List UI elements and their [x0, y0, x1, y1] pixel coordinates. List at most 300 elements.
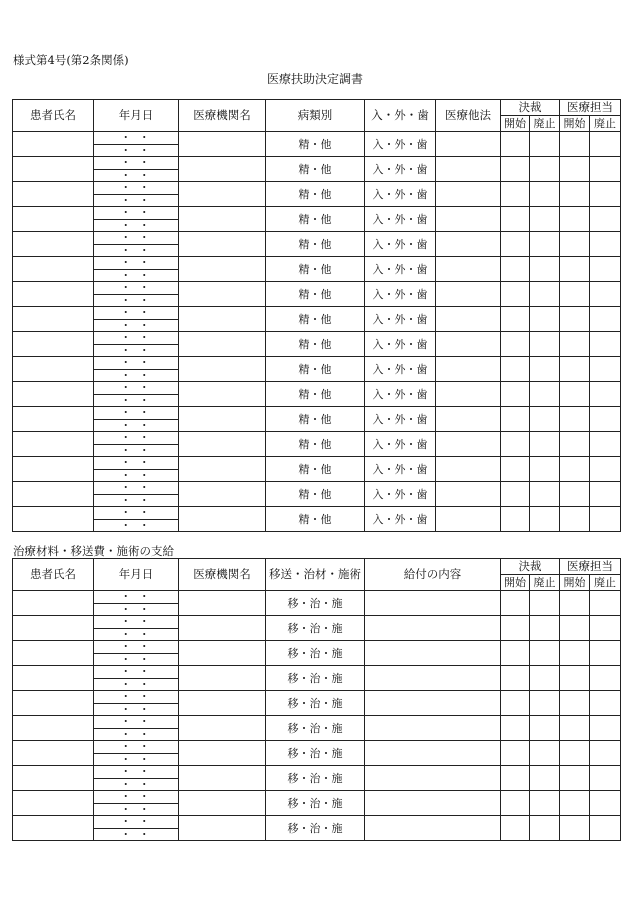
medical-start-cell[interactable]: [560, 157, 590, 182]
institution-cell[interactable]: [179, 691, 266, 716]
institution-cell[interactable]: [179, 591, 266, 616]
medical-stop-cell[interactable]: [590, 157, 621, 182]
date-cell-lower[interactable]: ・ ・: [94, 803, 179, 816]
medical-start-cell[interactable]: [560, 332, 590, 357]
inpatient-type-cell[interactable]: 入・外・歯: [365, 282, 436, 307]
decision-start-cell[interactable]: [501, 282, 530, 307]
institution-cell[interactable]: [179, 357, 266, 382]
medical-start-cell[interactable]: [560, 382, 590, 407]
table-row: [13, 132, 621, 145]
other-law-cell[interactable]: [436, 182, 501, 207]
date-cell-upper[interactable]: ・ ・: [94, 207, 179, 220]
date-cell-lower[interactable]: ・ ・: [94, 678, 179, 691]
medical-start-cell[interactable]: [560, 132, 590, 157]
disease-type-cell[interactable]: 精・他: [266, 507, 365, 532]
date-cell-upper[interactable]: ・ ・: [94, 432, 179, 445]
benefit-content-cell[interactable]: [365, 616, 501, 641]
inpatient-type-cell[interactable]: 入・外・歯: [365, 507, 436, 532]
medical-stop-cell[interactable]: [590, 591, 621, 616]
inpatient-type-cell[interactable]: 入・外・歯: [365, 432, 436, 457]
institution-cell[interactable]: [179, 232, 266, 257]
medical-stop-cell[interactable]: [590, 716, 621, 741]
benefit-content-cell[interactable]: [365, 591, 501, 616]
inpatient-type-cell[interactable]: 入・外・歯: [365, 482, 436, 507]
decision-start-cell[interactable]: [501, 407, 530, 432]
patient-name-cell[interactable]: [13, 616, 94, 641]
medical-start-cell[interactable]: [560, 432, 590, 457]
inpatient-type-cell[interactable]: 入・外・歯: [365, 157, 436, 182]
date-cell-lower[interactable]: ・ ・: [94, 628, 179, 641]
table-row: [13, 716, 621, 729]
institution-cell[interactable]: [179, 616, 266, 641]
decision-stop-cell[interactable]: [530, 332, 560, 357]
decision-stop-cell[interactable]: [530, 666, 560, 691]
institution-cell[interactable]: [179, 132, 266, 157]
decision-start-cell[interactable]: [501, 332, 530, 357]
medical-stop-cell[interactable]: [590, 207, 621, 232]
patient-name-cell[interactable]: [13, 641, 94, 666]
decision-stop-cell[interactable]: [530, 691, 560, 716]
date-cell-lower[interactable]: ・ ・: [94, 269, 179, 282]
institution-cell[interactable]: [179, 157, 266, 182]
decision-start-cell[interactable]: [501, 766, 530, 791]
institution-cell[interactable]: [179, 382, 266, 407]
institution-cell[interactable]: [179, 457, 266, 482]
medical-start-cell[interactable]: [560, 357, 590, 382]
institution-cell[interactable]: [179, 207, 266, 232]
disease-type-cell[interactable]: 精・他: [266, 307, 365, 332]
medical-start-cell[interactable]: [560, 182, 590, 207]
header-date: 年月日: [94, 100, 179, 132]
medical-stop-cell[interactable]: [590, 132, 621, 157]
medical-start-cell[interactable]: [560, 482, 590, 507]
decision-stop-cell[interactable]: [530, 382, 560, 407]
other-law-cell[interactable]: [436, 232, 501, 257]
disease-type-cell[interactable]: 精・他: [266, 257, 365, 282]
patient-name-cell[interactable]: [13, 257, 94, 282]
other-law-cell[interactable]: [436, 132, 501, 157]
table-row: [13, 766, 621, 779]
decision-start-cell[interactable]: [501, 616, 530, 641]
date-cell-upper[interactable]: ・ ・: [94, 407, 179, 420]
decision-stop-cell[interactable]: [530, 457, 560, 482]
inpatient-type-cell[interactable]: 入・外・歯: [365, 407, 436, 432]
date-cell-lower[interactable]: ・ ・: [94, 169, 179, 182]
header-decision: 決裁: [501, 100, 560, 116]
patient-name-cell[interactable]: [13, 766, 94, 791]
patient-name-cell[interactable]: [13, 357, 94, 382]
date-cell-lower[interactable]: ・ ・: [94, 519, 179, 532]
date-cell-upper[interactable]: ・ ・: [94, 282, 179, 295]
category-cell[interactable]: 移・治・施: [266, 816, 365, 841]
other-law-cell[interactable]: [436, 482, 501, 507]
institution-cell[interactable]: [179, 182, 266, 207]
medical-start-cell[interactable]: [560, 591, 590, 616]
decision-start-cell[interactable]: [501, 457, 530, 482]
document-title: 医療扶助決定調書: [266, 72, 363, 86]
patient-name-cell[interactable]: [13, 691, 94, 716]
other-law-cell[interactable]: [436, 282, 501, 307]
date-cell-lower[interactable]: ・ ・: [94, 778, 179, 791]
medical-stop-cell[interactable]: [590, 457, 621, 482]
date-cell-upper[interactable]: ・ ・: [94, 791, 179, 804]
inpatient-type-cell[interactable]: 入・外・歯: [365, 207, 436, 232]
decision-start-cell[interactable]: [501, 666, 530, 691]
decision-stop-cell[interactable]: [530, 232, 560, 257]
disease-type-cell[interactable]: 精・他: [266, 182, 365, 207]
disease-type-cell[interactable]: 精・他: [266, 357, 365, 382]
decision-start-cell[interactable]: [501, 591, 530, 616]
date-cell-lower[interactable]: ・ ・: [94, 469, 179, 482]
date-cell-upper[interactable]: ・ ・: [94, 666, 179, 679]
medical-stop-cell[interactable]: [590, 332, 621, 357]
decision-start-cell[interactable]: [501, 482, 530, 507]
patient-name-cell[interactable]: [13, 482, 94, 507]
table-row: [13, 282, 621, 295]
decision-stop-cell[interactable]: [530, 282, 560, 307]
date-cell-lower[interactable]: ・ ・: [94, 728, 179, 741]
medical-start-cell[interactable]: [560, 766, 590, 791]
date-cell-lower[interactable]: ・ ・: [94, 703, 179, 716]
medical-start-cell[interactable]: [560, 232, 590, 257]
table-row: [13, 591, 621, 604]
medical-stop-cell[interactable]: [590, 766, 621, 791]
date-cell-upper[interactable]: ・ ・: [94, 332, 179, 345]
benefit-content-cell[interactable]: [365, 741, 501, 766]
medical-stop-cell[interactable]: [590, 357, 621, 382]
other-law-cell[interactable]: [436, 507, 501, 532]
medical-stop-cell[interactable]: [590, 816, 621, 841]
disease-type-cell[interactable]: 精・他: [266, 207, 365, 232]
date-cell-upper[interactable]: ・ ・: [94, 182, 179, 195]
date-cell-lower[interactable]: ・ ・: [94, 753, 179, 766]
date-cell-upper[interactable]: ・ ・: [94, 816, 179, 829]
medical-start-cell[interactable]: [560, 641, 590, 666]
medical-stop-cell[interactable]: [590, 182, 621, 207]
patient-name-cell[interactable]: [13, 816, 94, 841]
institution-cell[interactable]: [179, 791, 266, 816]
date-cell-lower[interactable]: ・ ・: [94, 194, 179, 207]
institution-cell[interactable]: [179, 307, 266, 332]
decision-start-cell[interactable]: [501, 716, 530, 741]
date-cell-lower[interactable]: ・ ・: [94, 494, 179, 507]
medical-start-cell[interactable]: [560, 282, 590, 307]
benefit-content-cell[interactable]: [365, 666, 501, 691]
table-row: [13, 482, 621, 495]
decision-start-cell[interactable]: [501, 382, 530, 407]
decision-start-cell[interactable]: [501, 507, 530, 532]
decision-stop-cell[interactable]: [530, 132, 560, 157]
medical-stop-cell[interactable]: [590, 307, 621, 332]
decision-stop-cell[interactable]: [530, 182, 560, 207]
institution-cell[interactable]: [179, 766, 266, 791]
date-cell-upper[interactable]: ・ ・: [94, 132, 179, 145]
decision-stop-cell[interactable]: [530, 432, 560, 457]
inpatient-type-cell[interactable]: 入・外・歯: [365, 257, 436, 282]
medical-start-cell[interactable]: [560, 741, 590, 766]
date-cell-upper[interactable]: ・ ・: [94, 382, 179, 395]
institution-cell[interactable]: [179, 332, 266, 357]
decision-stop-cell[interactable]: [530, 766, 560, 791]
decision-start-cell[interactable]: [501, 157, 530, 182]
other-law-cell[interactable]: [436, 407, 501, 432]
medical-stop-cell[interactable]: [590, 282, 621, 307]
other-law-cell[interactable]: [436, 382, 501, 407]
medical-stop-cell[interactable]: [590, 407, 621, 432]
date-cell-lower[interactable]: ・ ・: [94, 444, 179, 457]
disease-type-cell[interactable]: 精・他: [266, 407, 365, 432]
category-cell[interactable]: 移・治・施: [266, 766, 365, 791]
benefit-content-cell[interactable]: [365, 691, 501, 716]
patient-name-cell[interactable]: [13, 507, 94, 532]
decision-start-cell[interactable]: [501, 232, 530, 257]
decision-start-cell[interactable]: [501, 691, 530, 716]
decision-start-cell[interactable]: [501, 641, 530, 666]
disease-type-cell[interactable]: 精・他: [266, 432, 365, 457]
date-cell-lower[interactable]: ・ ・: [94, 828, 179, 841]
table-row: [13, 182, 621, 195]
decision-stop-cell[interactable]: [530, 791, 560, 816]
decision-stop-cell[interactable]: [530, 357, 560, 382]
medical-start-cell[interactable]: [560, 616, 590, 641]
patient-name-cell[interactable]: [13, 307, 94, 332]
medical-stop-cell[interactable]: [590, 691, 621, 716]
decision-stop-cell[interactable]: [530, 816, 560, 841]
decision-start-cell[interactable]: [501, 816, 530, 841]
inpatient-type-cell[interactable]: 入・外・歯: [365, 232, 436, 257]
medical-stop-cell[interactable]: [590, 791, 621, 816]
decision-start-cell[interactable]: [501, 741, 530, 766]
medical-stop-cell[interactable]: [590, 741, 621, 766]
date-cell-upper[interactable]: ・ ・: [94, 507, 179, 520]
category-cell[interactable]: 移・治・施: [266, 791, 365, 816]
decision-stop-cell[interactable]: [530, 641, 560, 666]
disease-type-cell[interactable]: 精・他: [266, 482, 365, 507]
patient-name-cell[interactable]: [13, 182, 94, 207]
institution-cell[interactable]: [179, 666, 266, 691]
category-cell[interactable]: 移・治・施: [266, 691, 365, 716]
institution-cell[interactable]: [179, 641, 266, 666]
institution-cell[interactable]: [179, 257, 266, 282]
patient-name-cell[interactable]: [13, 207, 94, 232]
inpatient-type-cell[interactable]: 入・外・歯: [365, 382, 436, 407]
header-medical-start: 開始: [560, 575, 590, 591]
medical-stop-cell[interactable]: [590, 432, 621, 457]
other-law-cell[interactable]: [436, 357, 501, 382]
patient-name-cell[interactable]: [13, 457, 94, 482]
medical-start-cell[interactable]: [560, 207, 590, 232]
patient-name-cell[interactable]: [13, 157, 94, 182]
decision-start-cell[interactable]: [501, 791, 530, 816]
date-cell-upper[interactable]: ・ ・: [94, 232, 179, 245]
patient-name-cell[interactable]: [13, 666, 94, 691]
date-cell-upper[interactable]: ・ ・: [94, 691, 179, 704]
category-cell[interactable]: 移・治・施: [266, 616, 365, 641]
decision-stop-cell[interactable]: [530, 616, 560, 641]
date-cell-lower[interactable]: ・ ・: [94, 244, 179, 257]
date-cell-upper[interactable]: ・ ・: [94, 616, 179, 629]
medical-stop-cell[interactable]: [590, 232, 621, 257]
category-cell[interactable]: 移・治・施: [266, 666, 365, 691]
patient-name-cell[interactable]: [13, 791, 94, 816]
disease-type-cell[interactable]: 精・他: [266, 382, 365, 407]
medical-start-cell[interactable]: [560, 791, 590, 816]
benefit-content-cell[interactable]: [365, 766, 501, 791]
benefit-content-cell[interactable]: [365, 816, 501, 841]
medical-stop-cell[interactable]: [590, 257, 621, 282]
table-row: [13, 332, 621, 345]
medical-start-cell[interactable]: [560, 457, 590, 482]
institution-cell[interactable]: [179, 282, 266, 307]
inpatient-type-cell[interactable]: 入・外・歯: [365, 457, 436, 482]
header-decision-start: 開始: [501, 116, 530, 132]
institution-cell[interactable]: [179, 507, 266, 532]
medical-start-cell[interactable]: [560, 716, 590, 741]
table-row: [13, 791, 621, 804]
medical-start-cell[interactable]: [560, 691, 590, 716]
date-cell-lower[interactable]: ・ ・: [94, 369, 179, 382]
date-cell-upper[interactable]: ・ ・: [94, 157, 179, 170]
other-law-cell[interactable]: [436, 332, 501, 357]
date-cell-upper[interactable]: ・ ・: [94, 457, 179, 470]
medical-stop-cell[interactable]: [590, 616, 621, 641]
decision-start-cell[interactable]: [501, 357, 530, 382]
disease-type-cell[interactable]: 精・他: [266, 282, 365, 307]
table-row: [13, 157, 621, 170]
decision-stop-cell[interactable]: [530, 307, 560, 332]
medical-start-cell[interactable]: [560, 307, 590, 332]
institution-cell[interactable]: [179, 432, 266, 457]
category-cell[interactable]: 移・治・施: [266, 741, 365, 766]
date-cell-lower[interactable]: ・ ・: [94, 419, 179, 432]
medical-start-cell[interactable]: [560, 507, 590, 532]
date-cell-lower[interactable]: ・ ・: [94, 394, 179, 407]
date-cell-upper[interactable]: ・ ・: [94, 591, 179, 604]
medical-start-cell[interactable]: [560, 666, 590, 691]
treatment-material-table: [12, 558, 621, 841]
date-cell-lower[interactable]: ・ ・: [94, 603, 179, 616]
decision-stop-cell[interactable]: [530, 591, 560, 616]
table-row: [13, 691, 621, 704]
table-row: [13, 207, 621, 220]
decision-start-cell[interactable]: [501, 182, 530, 207]
patient-name-cell[interactable]: [13, 232, 94, 257]
decision-stop-cell[interactable]: [530, 716, 560, 741]
date-cell-upper[interactable]: ・ ・: [94, 257, 179, 270]
other-law-cell[interactable]: [436, 157, 501, 182]
institution-cell[interactable]: [179, 741, 266, 766]
patient-name-cell[interactable]: [13, 591, 94, 616]
medical-stop-cell[interactable]: [590, 666, 621, 691]
category-cell[interactable]: 移・治・施: [266, 641, 365, 666]
disease-type-cell[interactable]: 精・他: [266, 132, 365, 157]
patient-name-cell[interactable]: [13, 407, 94, 432]
other-law-cell[interactable]: [436, 207, 501, 232]
date-cell-upper[interactable]: ・ ・: [94, 766, 179, 779]
decision-stop-cell[interactable]: [530, 157, 560, 182]
inpatient-type-cell[interactable]: 入・外・歯: [365, 307, 436, 332]
decision-stop-cell[interactable]: [530, 207, 560, 232]
institution-cell[interactable]: [179, 716, 266, 741]
table-row: [13, 232, 621, 245]
date-cell-lower[interactable]: ・ ・: [94, 144, 179, 157]
institution-cell[interactable]: [179, 482, 266, 507]
decision-stop-cell[interactable]: [530, 741, 560, 766]
disease-type-cell[interactable]: 精・他: [266, 457, 365, 482]
medical-stop-cell[interactable]: [590, 641, 621, 666]
patient-name-cell[interactable]: [13, 432, 94, 457]
patient-name-cell[interactable]: [13, 716, 94, 741]
patient-name-cell[interactable]: [13, 382, 94, 407]
decision-stop-cell[interactable]: [530, 257, 560, 282]
decision-start-cell[interactable]: [501, 207, 530, 232]
date-cell-upper[interactable]: ・ ・: [94, 741, 179, 754]
benefit-content-cell[interactable]: [365, 641, 501, 666]
medical-stop-cell[interactable]: [590, 482, 621, 507]
date-cell-lower[interactable]: ・ ・: [94, 319, 179, 332]
decision-stop-cell[interactable]: [530, 482, 560, 507]
date-cell-upper[interactable]: ・ ・: [94, 357, 179, 370]
section-subtitle: 治療材料・移送費・施術の支給: [13, 544, 174, 558]
decision-stop-cell[interactable]: [530, 507, 560, 532]
table-row: [13, 507, 621, 520]
other-law-cell[interactable]: [436, 257, 501, 282]
disease-type-cell[interactable]: 精・他: [266, 332, 365, 357]
date-cell-lower[interactable]: ・ ・: [94, 344, 179, 357]
institution-cell[interactable]: [179, 407, 266, 432]
patient-name-cell[interactable]: [13, 132, 94, 157]
inpatient-type-cell[interactable]: 入・外・歯: [365, 182, 436, 207]
medical-start-cell[interactable]: [560, 257, 590, 282]
date-cell-lower[interactable]: ・ ・: [94, 653, 179, 666]
other-law-cell[interactable]: [436, 457, 501, 482]
date-cell-lower[interactable]: ・ ・: [94, 219, 179, 232]
patient-name-cell[interactable]: [13, 282, 94, 307]
decision-start-cell[interactable]: [501, 432, 530, 457]
header-date: 年月日: [94, 559, 179, 591]
date-cell-upper[interactable]: ・ ・: [94, 482, 179, 495]
other-law-cell[interactable]: [436, 307, 501, 332]
category-cell[interactable]: 移・治・施: [266, 591, 365, 616]
disease-type-cell[interactable]: 精・他: [266, 157, 365, 182]
other-law-cell[interactable]: [436, 432, 501, 457]
date-cell-lower[interactable]: ・ ・: [94, 294, 179, 307]
decision-start-cell[interactable]: [501, 257, 530, 282]
inpatient-type-cell[interactable]: 入・外・歯: [365, 357, 436, 382]
decision-stop-cell[interactable]: [530, 407, 560, 432]
decision-start-cell[interactable]: [501, 307, 530, 332]
category-cell[interactable]: 移・治・施: [266, 716, 365, 741]
benefit-content-cell[interactable]: [365, 791, 501, 816]
patient-name-cell[interactable]: [13, 741, 94, 766]
header-disease-type: 病類別: [266, 100, 365, 132]
benefit-content-cell[interactable]: [365, 716, 501, 741]
medical-start-cell[interactable]: [560, 816, 590, 841]
date-cell-upper[interactable]: ・ ・: [94, 716, 179, 729]
patient-name-cell[interactable]: [13, 332, 94, 357]
institution-cell[interactable]: [179, 816, 266, 841]
decision-start-cell[interactable]: [501, 132, 530, 157]
inpatient-type-cell[interactable]: 入・外・歯: [365, 132, 436, 157]
header-decision-stop: 廃止: [530, 116, 560, 132]
medical-stop-cell[interactable]: [590, 507, 621, 532]
medical-start-cell[interactable]: [560, 407, 590, 432]
inpatient-type-cell[interactable]: 入・外・歯: [365, 332, 436, 357]
date-cell-upper[interactable]: ・ ・: [94, 641, 179, 654]
disease-type-cell[interactable]: 精・他: [266, 232, 365, 257]
medical-stop-cell[interactable]: [590, 382, 621, 407]
date-cell-upper[interactable]: ・ ・: [94, 307, 179, 320]
